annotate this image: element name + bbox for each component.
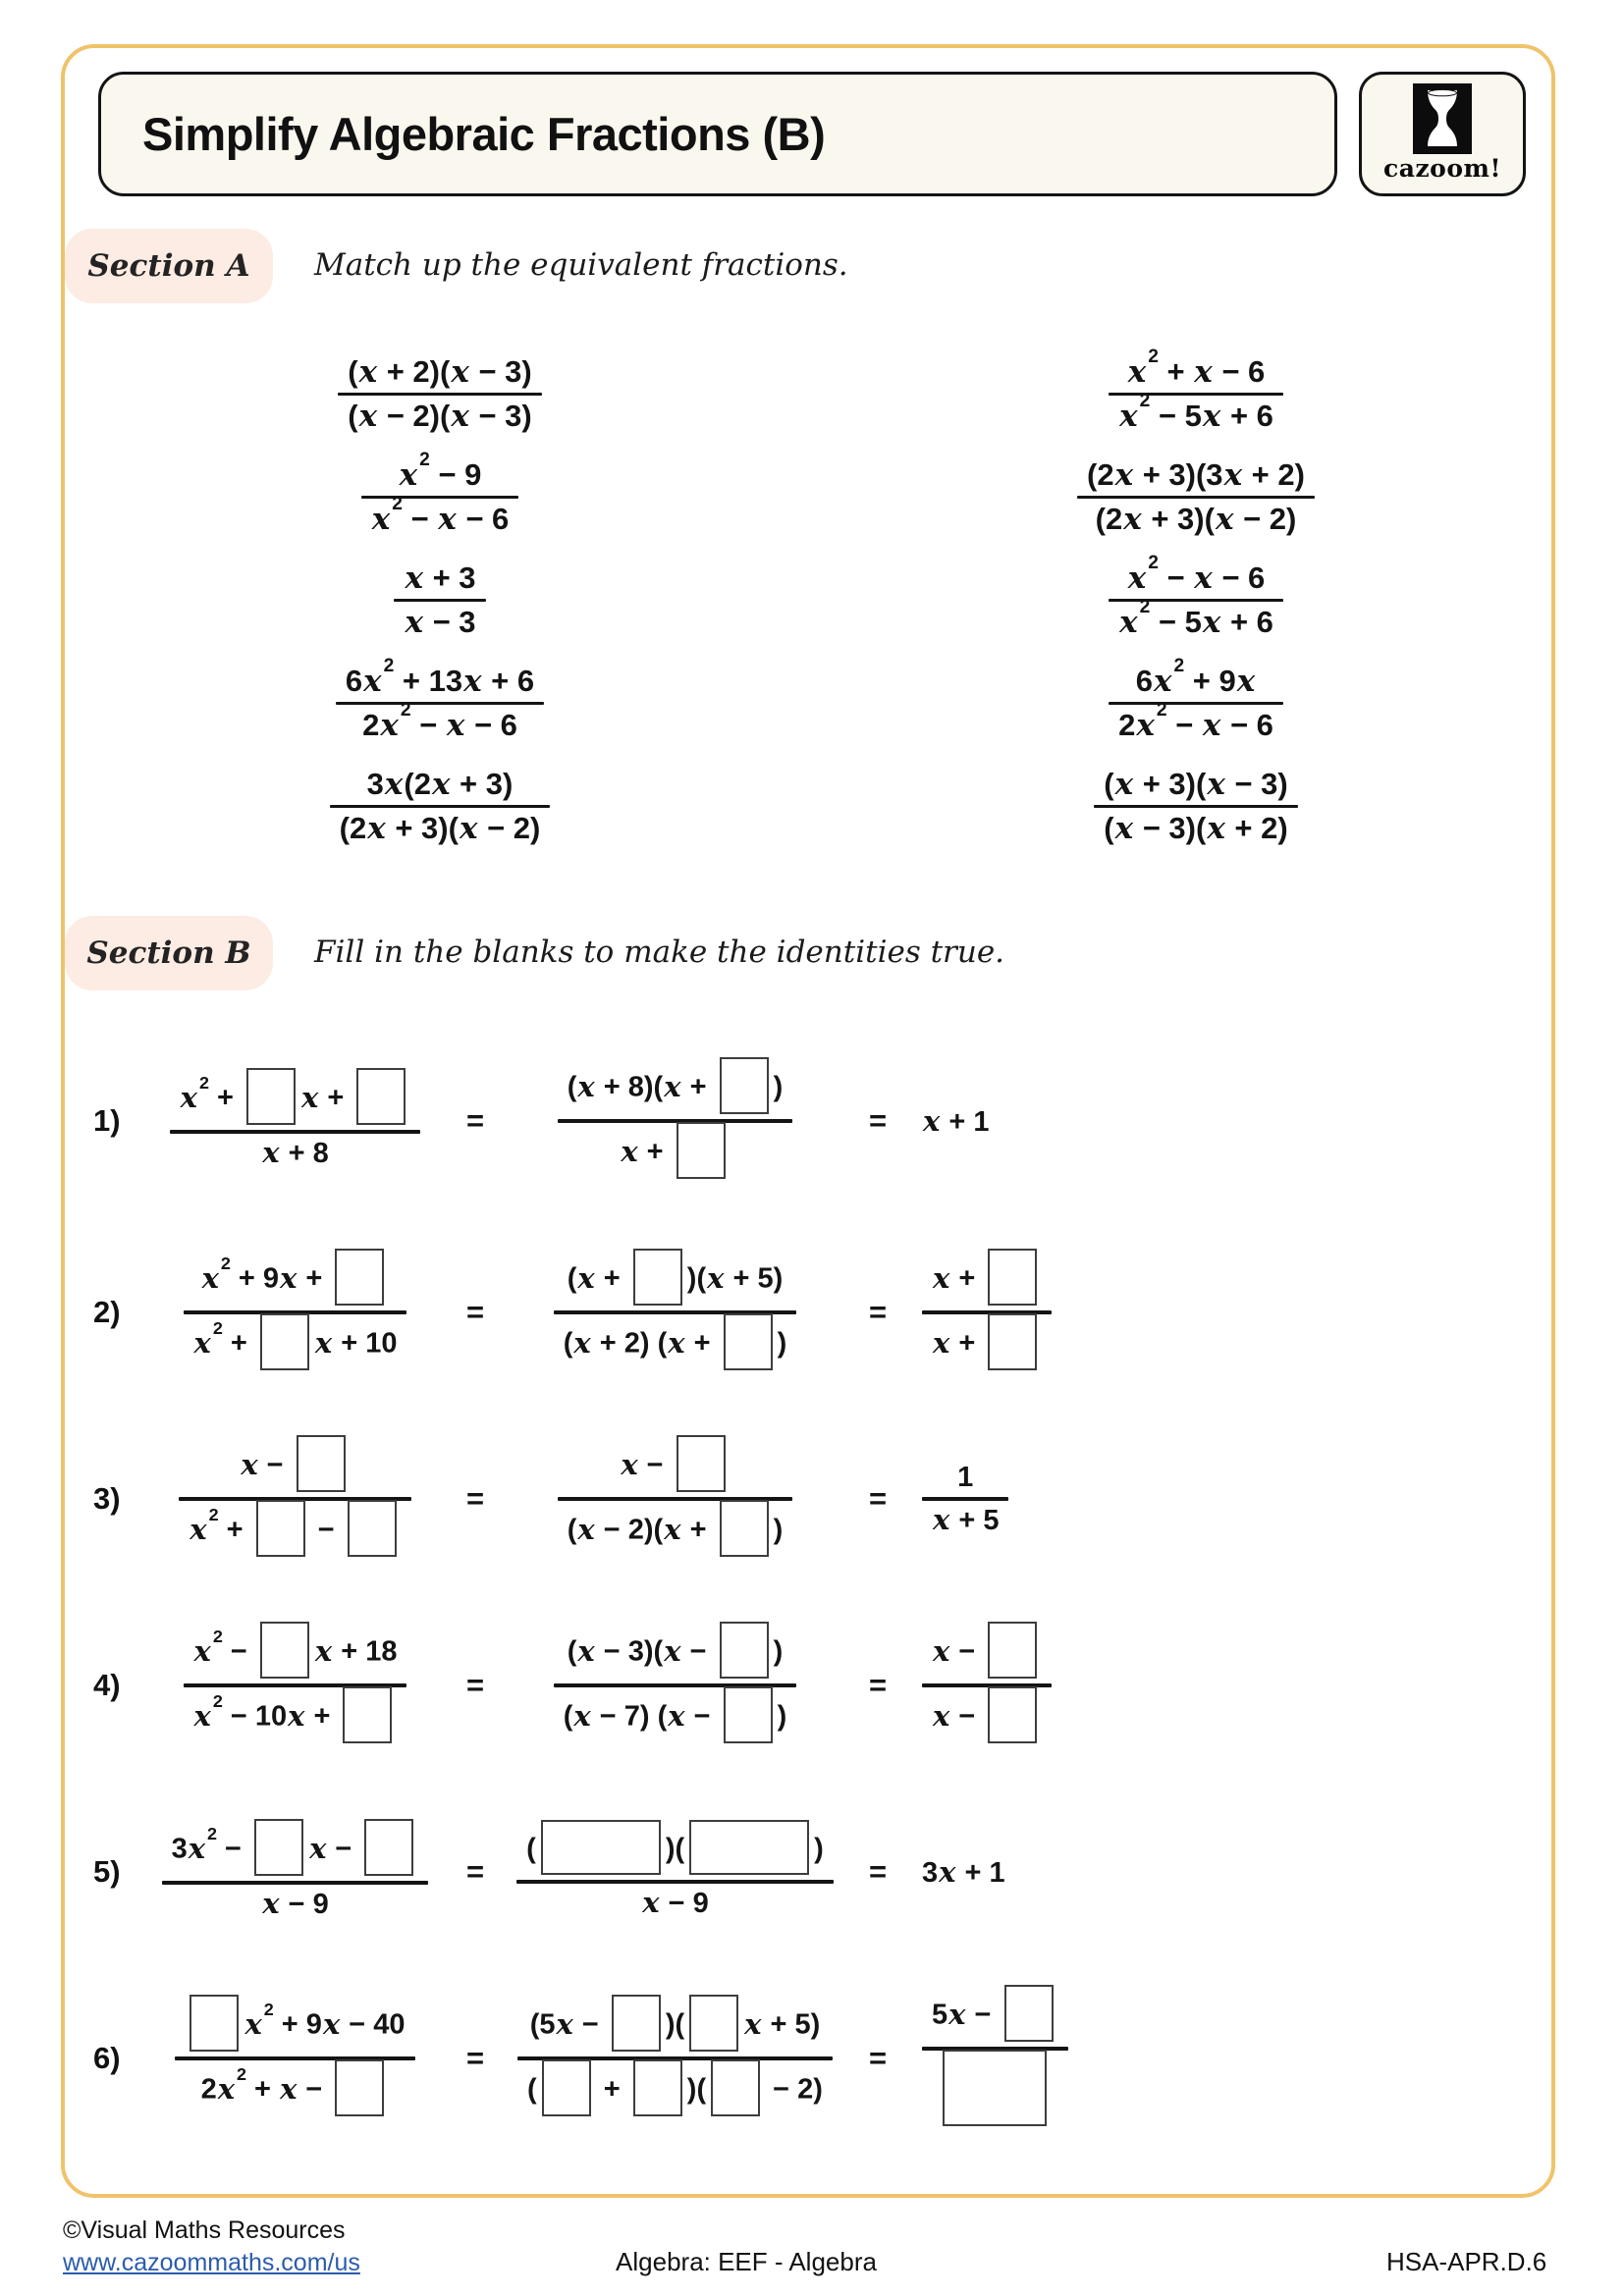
fraction [1094, 764, 1297, 849]
variable-x: x [314, 1633, 333, 1668]
variable-x: x [438, 502, 457, 537]
numerator: (x + )(x + 5) [558, 1250, 793, 1310]
denominator: x − 9 [262, 1887, 329, 1921]
fraction [394, 558, 485, 643]
section-a-instruction: Match up the equivalent fractions. [314, 247, 848, 283]
numerator: 6x $^2$ + 13x + 6 [345, 655, 535, 699]
exponent: 2 [1156, 700, 1167, 721]
equals-sign: = [868, 1295, 888, 1329]
variable-x: x [188, 1831, 205, 1865]
variable-x: x [923, 1103, 941, 1138]
answer-box[interactable] [689, 1995, 738, 2052]
answer-box[interactable] [343, 1686, 392, 1743]
question-slot [511, 1821, 839, 1923]
variable-x: x [664, 1069, 681, 1103]
variable-x: x [744, 2006, 762, 2041]
variable-x: x [358, 353, 378, 390]
denominator: (x + 2) (x + ) [554, 1314, 797, 1375]
question-slot [150, 1820, 440, 1924]
variable-x: x [642, 1886, 660, 1920]
fraction-card[interactable] [1034, 343, 1358, 446]
variable-x: x [707, 1260, 725, 1295]
exponent: 2 [207, 1824, 217, 1844]
answer-box[interactable] [542, 2059, 591, 2116]
answer-box[interactable] [348, 1500, 397, 1557]
variable-x: x [573, 1698, 591, 1733]
fraction [170, 1069, 421, 1173]
denominator: (x − 2)(x + ) [558, 1501, 793, 1562]
denominator: x − 3 [405, 605, 476, 640]
answer-box[interactable] [260, 1622, 309, 1679]
numerator: ( )( ) [516, 1821, 834, 1880]
question-slot [839, 1854, 916, 1890]
variable-x: x [1215, 502, 1234, 537]
fraction-card[interactable] [278, 755, 602, 858]
variable-x: x [1119, 605, 1138, 640]
answer-box[interactable] [260, 1313, 309, 1370]
denominator: x + 5 [933, 1502, 1000, 1536]
question-row [93, 1411, 1532, 1587]
denominator: x $^2$ − 10x + [184, 1687, 407, 1748]
exponent: 2 [237, 2063, 246, 2084]
page-title: Simplify Algebraic Fractions (B) [142, 108, 826, 160]
answer-box[interactable] [724, 1686, 773, 1743]
fraction [179, 1436, 410, 1562]
variable-x: x [1136, 708, 1155, 743]
question-slot [440, 1481, 511, 1517]
exponent: 2 [1139, 391, 1151, 412]
exponent: 2 [212, 1690, 223, 1711]
answer-box[interactable] [677, 1435, 726, 1492]
denominator: x + [922, 1314, 1052, 1375]
variable-x: x [322, 2006, 341, 2041]
variable-x: x [405, 560, 423, 596]
variable-x: x [1202, 399, 1221, 434]
numerator: x + [922, 1250, 1052, 1310]
question-slot [440, 2041, 511, 2076]
drum-icon [1413, 83, 1472, 154]
fraction [554, 1623, 797, 1748]
exponent: 2 [1148, 552, 1159, 573]
variable-x: x [288, 1698, 305, 1733]
question-slot [150, 1436, 440, 1562]
denominator: (2x + 3)(x − 2) [1095, 502, 1297, 537]
denominator: 2x $^2$ − x − 6 [1118, 700, 1273, 743]
equals-sign: = [465, 2041, 485, 2075]
variable-x: x [1127, 560, 1147, 596]
answer-box[interactable] [988, 1686, 1037, 1743]
question-slot [150, 1250, 440, 1375]
fraction [184, 1250, 407, 1375]
variable-x: x [1114, 811, 1134, 846]
answer-box[interactable] [988, 1249, 1037, 1306]
variable-x: x [280, 1260, 298, 1295]
answer-box[interactable] [541, 1820, 661, 1875]
fraction [922, 1250, 1052, 1375]
variable-x: x [193, 1698, 211, 1733]
numerator: 1 [957, 1461, 974, 1493]
cazoom-logo [1359, 72, 1526, 196]
exponent: 2 [208, 1504, 219, 1524]
question-slot [511, 1058, 839, 1184]
variable-x: x [367, 811, 386, 846]
question-slot [916, 1250, 1532, 1375]
equals-sign: = [465, 1481, 485, 1516]
question-number: 6) [93, 2041, 121, 2075]
variable-x: x [664, 1512, 681, 1546]
exponent: 2 [419, 449, 430, 470]
answer-box[interactable] [189, 1995, 239, 2052]
numerator: (5x − )( x + 5) [520, 1996, 831, 2056]
denominator: x + 8 [262, 1136, 329, 1170]
variable-x: x [201, 1260, 219, 1295]
variable-x: x [262, 1136, 280, 1170]
fraction [1077, 454, 1315, 540]
variable-x: x [939, 1854, 956, 1889]
denominator: x $^2$ − x − 6 [371, 494, 510, 537]
variable-x: x [577, 1260, 595, 1295]
answer-box[interactable] [689, 1820, 809, 1875]
question-number: 1) [93, 1103, 121, 1138]
variable-x: x [363, 663, 382, 699]
standard-code: HSA-APR.D.6 [1386, 2247, 1547, 2276]
variable-x: x [371, 502, 391, 537]
question-slot [839, 1295, 916, 1330]
fraction-card[interactable] [1034, 652, 1358, 755]
variable-x: x [193, 1325, 211, 1360]
numerator: 3x(2x + 3) [366, 766, 514, 802]
answer-box[interactable] [633, 1249, 682, 1306]
denominator: (x − 2)(x − 3) [348, 399, 532, 434]
question-slot [916, 1986, 1532, 2131]
question-slot [511, 1436, 839, 1562]
numerator: x $^2$ + 9x + [191, 1250, 400, 1310]
variable-x: x [1207, 766, 1225, 802]
question-slot [916, 1104, 1532, 1139]
question-slot [440, 1103, 511, 1139]
numerator: x $^2$ + x + [170, 1069, 421, 1130]
answer-box[interactable] [246, 1068, 296, 1125]
question-slot [916, 1623, 1532, 1748]
answer-box[interactable] [988, 1622, 1037, 1679]
question-number: 5) [93, 1854, 121, 1889]
numerator: (2x + 3)(3x + 2) [1087, 456, 1305, 493]
denominator: x − 9 [642, 1886, 709, 1920]
exponent: 2 [263, 1999, 274, 2019]
fraction [922, 1986, 1068, 2131]
numerator: x $^2$ − x − 6 [1127, 552, 1266, 596]
fraction-card[interactable] [1034, 755, 1358, 858]
numerator: x $^2$ + 9x − 40 [175, 1996, 414, 2056]
numerator: x $^2$ − 9 [399, 449, 482, 493]
variable-x: x [309, 1831, 327, 1865]
variable-x: x [280, 2071, 298, 2106]
question-row [93, 1033, 1532, 1209]
variable-x: x [431, 766, 451, 802]
variable-x: x [459, 811, 478, 846]
variable-x: x [664, 1633, 681, 1668]
answer-box[interactable] [256, 1500, 305, 1557]
variable-x: x [1207, 811, 1225, 846]
exponent: 2 [1148, 346, 1159, 367]
answer-box[interactable] [720, 1622, 769, 1679]
variable-x: x [1236, 663, 1256, 699]
answer-box[interactable] [335, 1249, 384, 1306]
equals-sign: = [465, 1668, 485, 1702]
variable-x: x [933, 1698, 950, 1733]
answer-box[interactable] [633, 2059, 682, 2116]
variable-x: x [933, 1260, 950, 1295]
fraction-card[interactable] [278, 343, 602, 446]
answer-box[interactable] [720, 1057, 769, 1114]
question-slot [440, 1668, 511, 1703]
variable-x: x [621, 1447, 638, 1481]
numerator: x − [230, 1436, 359, 1497]
question-number: 2) [93, 1295, 121, 1329]
fraction [554, 1250, 797, 1375]
question-slot [440, 1295, 511, 1330]
question-slot [440, 1854, 511, 1890]
numerator: x − [922, 1623, 1052, 1683]
fraction-card[interactable] [1034, 446, 1358, 549]
question-number: 3) [93, 1481, 121, 1516]
fraction [922, 1459, 1008, 1540]
equals-sign: = [868, 1103, 888, 1138]
variable-x: x [573, 1325, 591, 1360]
fraction [516, 1821, 834, 1923]
variable-x: x [1127, 353, 1147, 390]
variable-x: x [1123, 502, 1142, 537]
variable-x: x [451, 353, 469, 390]
fraction-card[interactable] [1034, 549, 1358, 652]
numerator: (x − 3)(x − ) [558, 1623, 793, 1683]
variable-x: x [668, 1325, 685, 1360]
variable-x: x [405, 605, 423, 640]
answer-box[interactable] [1004, 1985, 1054, 2042]
question-slot [839, 1668, 916, 1703]
question-slot [150, 1623, 440, 1748]
exponent: 2 [383, 655, 395, 676]
fraction-card[interactable] [278, 549, 602, 652]
numerator: 6x $^2$ + 9x [1135, 655, 1256, 699]
denominator: (x − 3)(x + 2) [1104, 811, 1288, 846]
fraction-card[interactable] [278, 652, 602, 755]
equals-sign: = [868, 1668, 888, 1702]
answer-box[interactable] [711, 2059, 760, 2116]
answer-box[interactable] [364, 1819, 413, 1876]
equals-sign: = [465, 1295, 485, 1329]
fraction [162, 1820, 429, 1924]
match-column-left [278, 343, 602, 858]
numerator: (x + 3)(x − 3) [1104, 766, 1288, 802]
fraction [1109, 552, 1283, 643]
variable-x: x [314, 1325, 333, 1360]
variable-x: x [1202, 605, 1221, 640]
answer-box[interactable] [720, 1500, 769, 1557]
answer-box[interactable] [724, 1313, 773, 1370]
variable-x: x [446, 708, 465, 743]
variable-x: x [244, 2006, 262, 2041]
variable-x: x [301, 1080, 319, 1114]
question-slot [839, 1103, 916, 1139]
question-slot [839, 2041, 916, 2076]
denominator: ( + )( − 2) [517, 2060, 833, 2121]
variable-x: x [180, 1080, 197, 1114]
variable-x: x [948, 1997, 966, 2031]
question-slot [511, 1250, 839, 1375]
fraction [338, 351, 541, 437]
fraction [175, 1996, 414, 2121]
variable-x: x [262, 1887, 280, 1921]
fraction [558, 1436, 793, 1562]
variable-x: x [577, 1069, 595, 1103]
variable-x: x [217, 2071, 235, 2106]
numerator: x + 3 [405, 560, 476, 596]
denominator: x $^2$ + x + 10 [184, 1314, 407, 1375]
variable-x: x [358, 399, 378, 434]
result-expression: 3x + 1 [922, 1854, 1005, 1889]
fraction [184, 1623, 407, 1748]
equals-sign: = [868, 1481, 888, 1516]
website-link[interactable]: www.cazoommaths.com/us [63, 2249, 360, 2276]
variable-x: x [380, 708, 399, 743]
question-slot [511, 1623, 839, 1748]
numerator: x $^2$ + x − 6 [1127, 346, 1266, 390]
question-number: 4) [93, 1668, 121, 1702]
denominator: x $^2$ + − [179, 1501, 410, 1562]
numerator: 5x − [922, 1986, 1068, 2047]
question-row [93, 1970, 1532, 2147]
variable-x: x [1119, 399, 1138, 434]
question-slot [916, 1855, 1532, 1890]
numerator: (x + 2)(x − 3) [348, 353, 532, 390]
question-slot [150, 1996, 440, 2121]
equals-sign: = [465, 1854, 485, 1889]
variable-x: x [193, 1633, 211, 1668]
question-slot [511, 1996, 839, 2121]
exponent: 2 [198, 1073, 209, 1094]
variable-x: x [1114, 766, 1134, 802]
fraction [330, 764, 551, 849]
equals-sign: = [868, 2041, 888, 2075]
variable-x: x [189, 1512, 207, 1546]
fraction [517, 1996, 833, 2121]
numerator: x − [610, 1436, 739, 1497]
section-b-instruction: Fill in the blanks to make the identities true. [314, 934, 1005, 970]
section-a-label: Section A [65, 229, 273, 303]
logo-wordmark: cazoom! [1383, 154, 1501, 183]
exponent: 2 [1139, 597, 1151, 618]
question-slot [839, 1481, 916, 1517]
variable-x: x [399, 456, 418, 493]
answer-box[interactable] [297, 1435, 346, 1492]
variable-x: x [621, 1134, 638, 1168]
variable-x: x [463, 663, 482, 699]
variable-x: x [241, 1447, 258, 1481]
variable-x: x [1202, 708, 1221, 743]
denominator: x − [922, 1687, 1052, 1748]
exponent: 2 [212, 1626, 223, 1646]
answer-box[interactable] [335, 2059, 384, 2116]
variable-x: x [577, 1633, 595, 1668]
worksheet-title-box [98, 72, 1337, 196]
exponent: 2 [220, 1253, 231, 1273]
denominator: x $^2$ − 5x + 6 [1119, 391, 1273, 434]
variable-x: x [1194, 353, 1213, 390]
equals-sign: = [465, 1103, 485, 1138]
denominator: x + [610, 1123, 739, 1184]
denominator: (2x + 3)(x − 2) [339, 811, 541, 846]
question-slot [916, 1459, 1532, 1540]
footer-topic: Algebra: EEF - Algebra [616, 2247, 877, 2276]
fraction [922, 1623, 1052, 1748]
variable-x: x [451, 399, 469, 434]
variable-x: x [384, 766, 404, 802]
question-row [93, 1597, 1532, 1774]
answer-box[interactable] [988, 1313, 1037, 1370]
denominator: 2x $^2$ − x − 6 [362, 700, 517, 743]
answer-box[interactable] [356, 1068, 406, 1125]
variable-x: x [933, 1325, 950, 1360]
fraction [361, 449, 519, 540]
exponent: 2 [400, 700, 411, 721]
numerator: 3x $^2$ − x − [162, 1820, 429, 1881]
variable-x: x [933, 1502, 950, 1536]
copyright-text: ©Visual Maths Resources [63, 2216, 346, 2244]
denominator [928, 2051, 1061, 2131]
numerator: x $^2$ − x + 18 [184, 1623, 407, 1683]
question-row [93, 1224, 1532, 1401]
section-b-label: Section B [65, 916, 273, 990]
match-column-right [1034, 343, 1358, 858]
numerator: (x + 8)(x + ) [558, 1058, 793, 1119]
exponent: 2 [212, 1317, 223, 1338]
denominator: (x − 7) (x − ) [554, 1687, 797, 1748]
denominator: x $^2$ − 5x + 6 [1119, 597, 1273, 640]
answer-box[interactable] [677, 1122, 726, 1179]
denominator: 2x $^2$ + x − [191, 2060, 400, 2121]
variable-x: x [556, 2006, 573, 2041]
answer-box[interactable] [943, 2050, 1047, 2126]
result-expression: x + 1 [923, 1103, 990, 1138]
variable-x: x [577, 1512, 595, 1546]
variable-x: x [1223, 456, 1243, 493]
variable-x: x [1114, 456, 1134, 493]
question-row [93, 1784, 1532, 1960]
exponent: 2 [392, 494, 403, 515]
answer-box[interactable] [612, 1995, 661, 2052]
exponent: 2 [1173, 655, 1185, 676]
fraction [336, 655, 544, 746]
question-slot [150, 1069, 440, 1173]
variable-x: x [933, 1633, 950, 1668]
fraction [558, 1058, 793, 1184]
variable-x: x [1154, 663, 1172, 699]
answer-box[interactable] [254, 1819, 303, 1876]
variable-x: x [1194, 560, 1213, 596]
variable-x: x [668, 1698, 685, 1733]
fraction [1109, 346, 1283, 437]
fraction-card[interactable] [278, 446, 602, 549]
equals-sign: = [868, 1854, 888, 1889]
fraction [1109, 655, 1283, 746]
